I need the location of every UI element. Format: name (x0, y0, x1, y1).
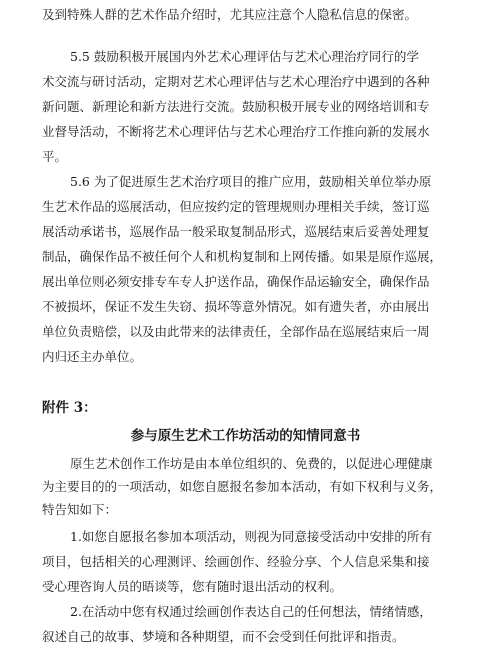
clause-5-6-line: 展出单位则必须安排专车专人护送作品，确保作品运输安全，确保作品 (42, 274, 430, 289)
clause-5-5-line: 平。 (42, 149, 68, 164)
clause-5-5-line: 术交流与研讨活动，定期对艺术心理评估与艺术心理治疗中遇到的各种 (42, 74, 430, 89)
clause-5-6-line: 不被损坏，保证不发生失窃、损坏等意外情况。如有遗失者，亦由展出 (42, 299, 430, 314)
item-1-line: 1.如您自愿报名参加本项活动，则视为同意接受活动中安排的所有 (70, 529, 432, 544)
item-2-line: 2.在活动中您有权通过绘画创作表达自己的任何想法，情绪情感， (70, 604, 432, 619)
consent-form-title: 参与原生艺术工作坊活动的知情同意书 (130, 428, 361, 444)
clause-5-6-line: 内归还主办单位。 (42, 349, 143, 364)
clause-5-5-line: 5.5 鼓励积极开展国内外艺术心理评估与艺术心理治疗同行的学 (70, 49, 419, 64)
clause-5-6-line: 制品，确保作品不被任何个人和机构复制和上网传播。如果是原作巡展， (42, 249, 443, 264)
clause-5-5-line: 业督导活动，不断将艺术心理评估与艺术心理治疗工作推向新的发展水 (42, 124, 430, 139)
body-text-line: 及到特殊人群的艺术作品介绍时，尤其应注意个人隐私信息的保密。 (42, 7, 418, 22)
item-2-line: 叙述自己的故事、梦境和各种期望，而不会受到任何批评和指责。 (42, 629, 405, 644)
intro-line: 特告知如下： (42, 502, 118, 517)
item-1-line: 项目，包括相关的心理测评、绘画创作、经验分享、个人信息采集和接 (42, 554, 430, 569)
clause-5-5-line: 新问题、新理论和新方法进行交流。鼓励积极开展专业的网络培训和专 (42, 99, 430, 114)
intro-line: 为主要目的的一项活动，如您自愿报名参加本活动，有如下权利与义务， (42, 479, 443, 494)
clause-5-6-line: 单位负责赔偿，以及由此带来的法律责任，全部作品在巡展结束后一周 (42, 324, 430, 339)
intro-line: 原生艺术创作工作坊是由本单位组织的、免费的，以促进心理健康 (70, 456, 433, 471)
attachment-heading: 附件 3： (42, 400, 97, 416)
clause-5-6-line: 5.6 为了促进原生艺术治疗项目的推广应用，鼓励相关单位举办原 (70, 174, 432, 189)
clause-5-6-line: 展活动承诺书，巡展作品一般采取复制品形式，巡展结束后妥善处理复 (42, 224, 430, 239)
item-1-line: 受心理咨询人员的晤谈等，您有随时退出活动的权利。 (42, 579, 343, 594)
clause-5-6-line: 生艺术作品的巡展活动，但应按约定的管理规则办理相关手续，签订巡 (42, 199, 430, 214)
